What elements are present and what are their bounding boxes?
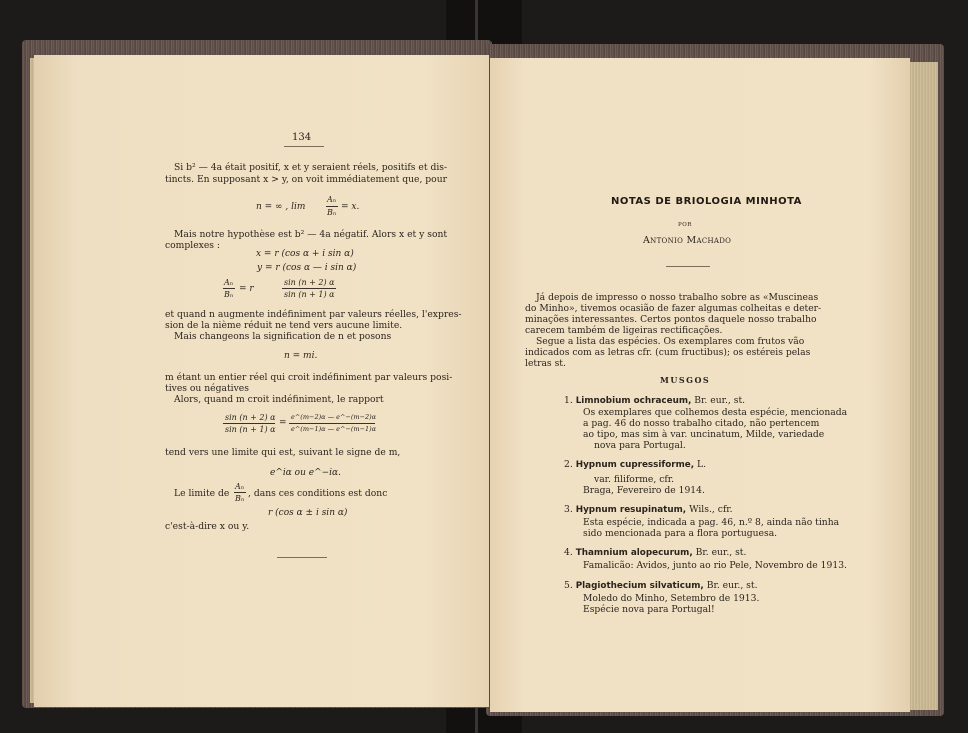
section-heading: MUSGOS bbox=[660, 375, 711, 385]
article-title: NOTAS DE BRIOLOGIA MINHOTA bbox=[611, 196, 802, 207]
text-line: tives ou négatives bbox=[165, 383, 249, 394]
intro-line: Segue a lista das espécies. Os exemplares com frutos vão bbox=[536, 336, 805, 347]
header-rule bbox=[284, 146, 324, 147]
species-note: a pag. 46 do nosso trabalho citado, não pertencem bbox=[583, 418, 820, 429]
species-note: Braga, Fevereiro de 1914. bbox=[583, 485, 705, 496]
fraction-numerator: sin (n + 2) α bbox=[225, 413, 276, 422]
species-entry bbox=[564, 395, 745, 406]
fraction-denominator: Bₙ bbox=[235, 494, 245, 503]
species-note: sido mencionada para a flora portuguesa. bbox=[583, 528, 778, 539]
equation: r (cos α ± i sin α) bbox=[268, 508, 348, 518]
text-line: et quand n augmente indéfiniment par valeurs réelles, l'expres- bbox=[165, 309, 462, 320]
text-line: Si b² — 4a était positif, x et y seraient réels, positifs et dis- bbox=[174, 162, 448, 173]
intro-line: letras st. bbox=[525, 358, 566, 369]
fraction-bar bbox=[223, 288, 235, 289]
title-rule bbox=[666, 266, 710, 267]
species-name: Thamnium alopecurum, bbox=[575, 548, 693, 558]
fraction-denominator: Bₙ bbox=[327, 208, 337, 217]
intro-line: Já depois de impresso o nosso trabalho sobre as «Muscineas bbox=[536, 292, 819, 303]
species-name: Hypnum cupressiforme, bbox=[575, 460, 695, 470]
species-note: Espécie nova para Portugal! bbox=[583, 604, 715, 615]
page-number: 134 bbox=[292, 132, 312, 143]
intro-line: indicados com as letras cfr. (cum fructibus); os estéreis pelas bbox=[525, 347, 811, 358]
species-author: Wils., cfr. bbox=[689, 504, 733, 515]
right-page bbox=[490, 58, 910, 712]
text-line: , dans ces conditions est donc bbox=[248, 488, 388, 499]
species-number: 4. bbox=[564, 547, 573, 558]
fraction-numerator: sin (n + 2) α bbox=[284, 278, 335, 287]
fraction-denominator: sin (n + 1) α bbox=[225, 425, 276, 434]
text-line: tend vers une limite qui est, suivant le signe de m, bbox=[165, 447, 401, 458]
author-name: Antonio Machado bbox=[643, 235, 732, 246]
species-note: Moledo do Minho, Setembro de 1913. bbox=[583, 593, 760, 604]
species-name: Plagiothecium silvaticum, bbox=[575, 581, 704, 591]
species-author: Br. eur., st. bbox=[695, 547, 747, 558]
text-line: m étant un entier réel qui croit indéfiniment par valeurs posi- bbox=[165, 372, 453, 383]
species-author: L. bbox=[697, 459, 707, 470]
species-author: Br. eur., st. bbox=[706, 580, 758, 591]
equation: = r bbox=[239, 284, 254, 294]
equation: x = r (cos α + i sin α) bbox=[256, 249, 354, 259]
intro-line: carecem também de ligeiras rectificações. bbox=[525, 325, 723, 336]
equation: n = ∞ , lim bbox=[256, 202, 306, 212]
text-line: complexes : bbox=[165, 240, 220, 251]
species-name: Hypnum resupinatum, bbox=[575, 505, 687, 515]
text-line: Le limite de bbox=[174, 488, 230, 499]
species-number: 5. bbox=[564, 580, 573, 591]
species-entry bbox=[564, 580, 758, 591]
intro-line: minações interessantes. Certos pontos daquele nosso trabalho bbox=[525, 314, 817, 325]
species-note: Famalicão: Avidos, junto ao rio Pele, Novembro de 1913. bbox=[583, 560, 847, 571]
species-author: Br. eur., st. bbox=[694, 395, 746, 406]
fraction-denominator: Bₙ bbox=[224, 290, 234, 299]
fraction-numerator: e^(m−2)α — e^−(m−2)α bbox=[291, 413, 377, 421]
equation: n = mi. bbox=[284, 351, 318, 361]
fraction-bar bbox=[282, 288, 336, 289]
text-line: Mais notre hypothèse est b² — 4a négatif. Alors x et y sont bbox=[174, 229, 448, 240]
species-note: Esta espécie, indicada a pag. 46, n.º 8, ainda não tinha bbox=[583, 517, 840, 528]
fraction-numerator: Aₙ bbox=[327, 195, 337, 204]
fraction-numerator: Aₙ bbox=[224, 278, 234, 287]
text-line: c'est-à-dire x ou y. bbox=[165, 521, 250, 532]
fraction-denominator: sin (n + 1) α bbox=[284, 290, 335, 299]
intro-line: do Minho», tivemos ocasião de fazer algumas colheitas e deter- bbox=[525, 303, 822, 314]
fraction-bar bbox=[326, 206, 338, 207]
species-number: 2. bbox=[564, 459, 573, 470]
species-note: ao tipo, mas sim à var. uncinatum, Milde, variedade bbox=[583, 429, 825, 440]
text-line: tincts. En supposant x > y, on voit immédiatement que, pour bbox=[165, 174, 448, 185]
species-number: 3. bbox=[564, 504, 573, 515]
text-line: sion de la nième réduit ne tend vers aucune limite. bbox=[165, 320, 403, 331]
equation: e^iα ou e^−iα. bbox=[270, 468, 341, 478]
equation: y = r (cos α — i sin α) bbox=[257, 263, 357, 273]
fraction-numerator: Aₙ bbox=[235, 482, 245, 491]
fraction-bar bbox=[223, 423, 275, 424]
right-page-stack bbox=[908, 62, 938, 710]
end-rule bbox=[277, 557, 327, 558]
equation: = x. bbox=[341, 202, 360, 212]
species-entry bbox=[564, 459, 706, 470]
text-line: Mais changeons la signification de n et posons bbox=[174, 331, 392, 342]
species-name: Limnobium ochraceum, bbox=[575, 396, 692, 406]
byline: POR bbox=[678, 222, 692, 228]
species-entry bbox=[564, 547, 746, 558]
fraction-denominator: e^(m−1)α — e^−(m−1)α bbox=[291, 425, 377, 433]
species-note: var. filiforme, cfr. bbox=[594, 474, 675, 485]
fraction-bar bbox=[234, 492, 246, 493]
left-page bbox=[34, 55, 489, 707]
species-note: Os exemplares que colhemos desta espécie, mencionada bbox=[583, 407, 848, 418]
species-entry bbox=[564, 504, 733, 515]
fraction-bar bbox=[289, 423, 375, 424]
equation: = bbox=[279, 418, 287, 428]
text-line: Alors, quand m croit indéfiniment, le rapport bbox=[174, 394, 384, 405]
species-note: nova para Portugal. bbox=[594, 440, 686, 451]
species-number: 1. bbox=[564, 395, 573, 406]
